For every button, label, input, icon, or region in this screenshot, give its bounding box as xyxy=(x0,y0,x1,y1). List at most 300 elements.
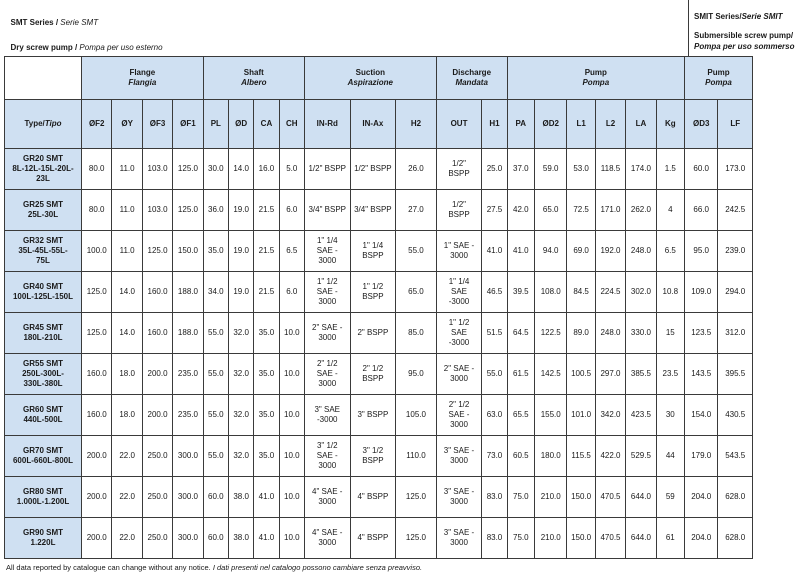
model-cell xyxy=(5,313,82,354)
value-line: 174.0 xyxy=(630,164,651,173)
value-line: 123.5 xyxy=(691,328,712,337)
value-cell xyxy=(82,190,112,231)
value-line: 65.0 xyxy=(408,287,424,296)
value-line: 155.0 xyxy=(540,410,561,419)
value-cell xyxy=(595,272,625,313)
value-cell xyxy=(482,354,507,395)
value-cell xyxy=(254,313,279,354)
value-line: 105.0 xyxy=(405,410,426,419)
series-title: SMT Series / Serie SMT xyxy=(10,18,99,27)
value-cell xyxy=(436,231,482,272)
value-cell xyxy=(254,518,279,559)
value-line: 210.0 xyxy=(540,533,561,542)
value-cell xyxy=(350,149,396,190)
value-line: 21.5 xyxy=(258,287,275,296)
value-line: 109.0 xyxy=(691,287,712,296)
value-line: 1/2" xyxy=(452,159,466,168)
value-line: 3000 xyxy=(318,297,337,306)
value-line: 72.5 xyxy=(573,205,589,214)
value-cell xyxy=(173,272,203,313)
value-cell xyxy=(626,395,656,436)
value-line: -3000 xyxy=(317,415,338,424)
value-cell xyxy=(228,231,253,272)
value-cell xyxy=(595,149,625,190)
value-cell xyxy=(482,395,507,436)
group-flange: Flange Flangia xyxy=(82,57,204,100)
value-line: 302.0 xyxy=(630,287,651,296)
value-cell xyxy=(436,354,482,395)
value-cell xyxy=(350,477,396,518)
value-line: 470.5 xyxy=(600,492,621,501)
value-line: BSPP xyxy=(362,292,384,301)
value-line: 644.0 xyxy=(630,492,651,501)
spec-table xyxy=(4,0,753,559)
value-line: 150.0 xyxy=(571,492,592,501)
table-row xyxy=(5,518,753,559)
column-header: ØF3 xyxy=(142,100,172,149)
value-cell xyxy=(254,231,279,272)
value-cell xyxy=(595,436,625,477)
value-cell xyxy=(436,149,482,190)
value-line: 22.0 xyxy=(119,533,135,542)
model-cell xyxy=(5,354,82,395)
value-line: SAE xyxy=(451,328,468,337)
value-line: 27.5 xyxy=(486,205,503,214)
value-line: 64.5 xyxy=(513,328,529,337)
value-cell xyxy=(254,477,279,518)
value-line: 1" 1/2 xyxy=(448,318,470,327)
value-cell xyxy=(82,272,112,313)
value-line: 19.0 xyxy=(233,287,249,296)
column-header: LF xyxy=(718,100,753,149)
value-line: 628.0 xyxy=(725,492,746,501)
value-line: 3000 xyxy=(450,538,468,547)
value-line: 125.0 xyxy=(177,164,198,173)
value-cell xyxy=(350,272,396,313)
column-header: IN-Rd xyxy=(304,100,350,149)
value-line: 200.0 xyxy=(147,369,168,378)
value-cell xyxy=(203,272,228,313)
value-cell xyxy=(173,395,203,436)
value-line: 3" SAE - xyxy=(443,446,475,455)
value-line: 95.0 xyxy=(408,369,424,378)
value-line: 25.0 xyxy=(486,164,503,173)
value-line: 14.0 xyxy=(119,328,135,337)
value-line: 75.0 xyxy=(513,533,529,542)
value-cell xyxy=(567,436,595,477)
value-line: 110.0 xyxy=(406,451,426,460)
value-cell xyxy=(173,518,203,559)
value-cell xyxy=(173,231,203,272)
value-line: 14.0 xyxy=(119,287,135,296)
model-line: GR90 SMT xyxy=(23,528,64,537)
value-line: 188.0 xyxy=(177,287,198,296)
value-cell xyxy=(396,313,437,354)
value-line: 200.0 xyxy=(86,533,107,542)
value-cell xyxy=(595,518,625,559)
model-line: GR25 SMT xyxy=(23,200,64,209)
value-line: 395.5 xyxy=(725,369,746,378)
value-cell xyxy=(718,272,753,313)
value-cell xyxy=(482,436,507,477)
value-line: 22.0 xyxy=(119,451,135,460)
value-line: 125.0 xyxy=(86,287,107,296)
value-line: 35.0 xyxy=(258,451,275,460)
value-line: 125.0 xyxy=(86,328,107,337)
intro-header xyxy=(5,0,753,57)
value-line: SAE - xyxy=(448,410,470,419)
value-cell xyxy=(535,149,567,190)
value-cell xyxy=(173,436,203,477)
value-line: 15 xyxy=(665,328,675,337)
value-line: 65.0 xyxy=(542,205,559,214)
value-line: 10.8 xyxy=(662,287,679,296)
value-line: 14.0 xyxy=(233,164,249,173)
value-cell xyxy=(279,477,304,518)
value-cell xyxy=(304,231,350,272)
value-line: 103.0 xyxy=(147,205,168,214)
column-header: Kg xyxy=(656,100,684,149)
value-cell xyxy=(350,190,396,231)
value-line: 16.0 xyxy=(258,164,275,173)
table-row xyxy=(5,436,753,477)
value-line: 30.0 xyxy=(208,164,224,173)
value-line: 3" SAE - xyxy=(443,487,475,496)
value-line: 101.0 xyxy=(571,410,592,419)
value-cell xyxy=(684,313,717,354)
value-line: 83.0 xyxy=(486,533,503,542)
value-line: 55.0 xyxy=(486,369,503,378)
value-cell xyxy=(304,395,350,436)
value-line: 18.0 xyxy=(119,369,135,378)
value-cell xyxy=(436,190,482,231)
value-cell xyxy=(396,436,437,477)
value-cell xyxy=(228,395,253,436)
value-cell xyxy=(718,231,753,272)
value-line: 23.5 xyxy=(662,369,679,378)
value-line: 75.0 xyxy=(513,492,529,501)
value-line: 5.0 xyxy=(286,164,298,173)
value-line: 41.0 xyxy=(258,492,275,501)
value-cell xyxy=(482,313,507,354)
value-line: 300.0 xyxy=(177,492,198,501)
table-row xyxy=(5,313,753,354)
value-line: 21.5 xyxy=(258,246,275,255)
value-cell xyxy=(396,477,437,518)
spec-page xyxy=(4,0,795,559)
value-cell xyxy=(626,149,656,190)
value-line: 66.0 xyxy=(693,205,709,214)
value-cell xyxy=(396,518,437,559)
model-line: GR60 SMT xyxy=(23,405,64,414)
value-cell xyxy=(567,518,595,559)
value-line: 30 xyxy=(665,410,675,419)
value-cell xyxy=(626,272,656,313)
value-cell xyxy=(535,477,567,518)
value-cell xyxy=(228,149,253,190)
value-cell xyxy=(82,149,112,190)
value-line: 10.0 xyxy=(284,492,300,501)
model-line: 75L xyxy=(36,256,50,265)
column-header: ØY xyxy=(112,100,142,149)
value-line: 4" BSPP xyxy=(357,492,389,501)
value-line: 300.0 xyxy=(177,451,198,460)
group-pump: Pump Pompa xyxy=(507,57,684,100)
value-line: 142.5 xyxy=(540,369,561,378)
value-line: 69.0 xyxy=(573,246,589,255)
value-cell xyxy=(112,190,142,231)
value-line: 83.0 xyxy=(486,492,503,501)
value-cell xyxy=(436,272,482,313)
value-cell xyxy=(142,518,172,559)
value-line: 36.0 xyxy=(208,205,224,214)
value-cell xyxy=(507,190,534,231)
value-line: 2" 1/2 xyxy=(448,400,470,409)
value-line: 4" BSPP xyxy=(357,533,389,542)
value-line: 6.5 xyxy=(286,246,298,255)
value-cell xyxy=(626,190,656,231)
value-cell xyxy=(656,272,684,313)
value-cell xyxy=(535,272,567,313)
value-cell xyxy=(507,149,534,190)
value-line: 55.0 xyxy=(208,410,224,419)
value-cell xyxy=(626,313,656,354)
value-line: 3000 xyxy=(318,333,337,342)
value-line: 6.0 xyxy=(286,287,298,296)
value-line: 38.0 xyxy=(233,492,249,501)
value-cell xyxy=(228,436,253,477)
value-cell xyxy=(396,149,437,190)
column-header: ØD2 xyxy=(535,100,567,149)
value-line: 125.0 xyxy=(405,533,426,542)
value-cell xyxy=(595,190,625,231)
value-cell xyxy=(396,272,437,313)
model-line: GR55 SMT xyxy=(23,359,64,368)
value-line: 143.5 xyxy=(691,369,712,378)
value-line: 1.5 xyxy=(664,164,676,173)
value-cell xyxy=(626,436,656,477)
model-line: 23L xyxy=(36,174,50,183)
column-header-row xyxy=(5,100,753,149)
value-line: 118.5 xyxy=(600,164,621,173)
value-line: 200.0 xyxy=(147,410,168,419)
model-cell xyxy=(5,190,82,231)
value-line: 61.5 xyxy=(513,369,529,378)
value-line: -3000 xyxy=(448,338,470,347)
value-line: 11.0 xyxy=(119,164,135,173)
value-cell xyxy=(203,149,228,190)
value-line: 34.0 xyxy=(208,287,224,296)
value-cell xyxy=(482,518,507,559)
value-line: 294.0 xyxy=(725,287,746,296)
value-cell xyxy=(684,354,717,395)
value-cell xyxy=(173,149,203,190)
group-empty xyxy=(5,57,82,100)
value-line: 422.0 xyxy=(600,451,621,460)
value-cell xyxy=(482,190,507,231)
value-cell xyxy=(279,272,304,313)
model-cell xyxy=(5,231,82,272)
value-cell xyxy=(396,190,437,231)
value-line: 180.0 xyxy=(540,451,561,460)
value-line: 2" BSPP xyxy=(357,328,389,337)
group-header-row xyxy=(5,57,753,100)
model-line: 25L-30L xyxy=(27,210,59,219)
model-line: 1.000L-1.200L xyxy=(16,497,70,506)
model-cell xyxy=(5,395,82,436)
value-line: BSPP xyxy=(448,169,470,178)
smit-header xyxy=(688,0,799,56)
value-line: 94.0 xyxy=(542,246,559,255)
value-line: 59.0 xyxy=(542,164,559,173)
value-line: 3000 xyxy=(450,420,468,429)
value-line: 41.0 xyxy=(486,246,503,255)
value-line: 3000 xyxy=(318,538,337,547)
model-line: 1.220L xyxy=(30,538,56,547)
value-line: 385.5 xyxy=(630,369,651,378)
value-line: BSPP xyxy=(362,374,384,383)
model-line: GR80 SMT xyxy=(23,487,64,496)
value-cell xyxy=(203,395,228,436)
column-header: PL xyxy=(203,100,228,149)
value-cell xyxy=(142,354,172,395)
value-cell xyxy=(82,313,112,354)
value-cell xyxy=(507,518,534,559)
value-line: 55.0 xyxy=(208,328,224,337)
value-cell xyxy=(304,354,350,395)
value-cell xyxy=(535,436,567,477)
value-line: 3000 xyxy=(450,497,468,506)
value-cell xyxy=(535,231,567,272)
value-line: 11.0 xyxy=(119,246,135,255)
value-line: 3000 xyxy=(450,251,468,260)
value-cell xyxy=(535,313,567,354)
value-line: 21.5 xyxy=(258,205,275,214)
value-line: 108.0 xyxy=(540,287,561,296)
value-line: 103.0 xyxy=(147,164,168,173)
value-line: 204.0 xyxy=(691,492,712,501)
value-cell xyxy=(142,395,172,436)
table-row xyxy=(5,149,753,190)
value-line: 80.0 xyxy=(88,205,105,214)
value-line: 63.0 xyxy=(486,410,503,419)
value-line: 2" SAE - xyxy=(312,323,343,332)
column-header: CA xyxy=(254,100,279,149)
value-line: 1" SAE - xyxy=(443,241,475,250)
value-line: 125.0 xyxy=(147,246,168,255)
value-line: 1" 1/4 xyxy=(362,241,384,250)
value-line: 239.0 xyxy=(725,246,746,255)
value-line: 3000 xyxy=(318,256,337,265)
smit-subtitle: Submersible screw pump/ Pompa per uso sommerso xyxy=(694,31,795,51)
value-line: 4" SAE - xyxy=(312,528,343,537)
value-cell xyxy=(350,395,396,436)
model-line: 440L-500L xyxy=(23,415,63,424)
series-subtitle: Dry screw pump / Pompa per uso esterno xyxy=(10,43,163,52)
value-cell xyxy=(142,190,172,231)
value-line: 188.0 xyxy=(177,328,198,337)
value-cell xyxy=(82,436,112,477)
value-line: BSPP xyxy=(448,210,470,219)
value-cell xyxy=(684,395,717,436)
value-cell xyxy=(684,190,717,231)
value-line: 125.0 xyxy=(177,205,198,214)
value-line: 644.0 xyxy=(630,533,651,542)
value-cell xyxy=(82,518,112,559)
value-line: 1/2" xyxy=(452,200,466,209)
value-line: 204.0 xyxy=(691,533,712,542)
value-cell xyxy=(718,190,753,231)
value-line: 200.0 xyxy=(86,451,107,460)
value-line: 2" 1/2 xyxy=(316,359,338,368)
value-cell xyxy=(112,313,142,354)
value-line: SAE - xyxy=(316,246,338,255)
value-cell xyxy=(142,477,172,518)
value-line: 3" 1/2 xyxy=(316,441,338,450)
value-cell xyxy=(567,477,595,518)
column-header: ØF2 xyxy=(82,100,112,149)
value-line: 173.0 xyxy=(725,164,746,173)
value-line: 342.0 xyxy=(600,410,621,419)
value-cell xyxy=(507,313,534,354)
value-cell xyxy=(228,477,253,518)
column-header: L1 xyxy=(567,100,595,149)
value-cell xyxy=(350,231,396,272)
value-line: 250.0 xyxy=(147,533,168,542)
value-line: 3000 xyxy=(450,374,468,383)
value-cell xyxy=(112,436,142,477)
value-line: 95.0 xyxy=(693,246,709,255)
value-line: 80.0 xyxy=(88,164,105,173)
value-cell xyxy=(535,190,567,231)
value-cell xyxy=(595,477,625,518)
model-line: 330L-380L xyxy=(23,379,63,388)
value-cell xyxy=(718,354,753,395)
value-line: 115.5 xyxy=(571,451,591,460)
value-line: 2" SAE - xyxy=(443,364,475,373)
value-line: 35.0 xyxy=(208,246,224,255)
value-cell xyxy=(279,518,304,559)
value-cell xyxy=(304,477,350,518)
column-header: H2 xyxy=(396,100,437,149)
value-cell xyxy=(142,149,172,190)
value-cell xyxy=(656,477,684,518)
value-cell xyxy=(656,395,684,436)
value-line: 35.0 xyxy=(258,328,275,337)
value-line: 628.0 xyxy=(725,533,746,542)
value-line: 55.0 xyxy=(408,246,424,255)
value-cell xyxy=(535,354,567,395)
value-cell xyxy=(228,272,253,313)
value-cell xyxy=(535,518,567,559)
value-cell xyxy=(82,231,112,272)
value-line: 89.0 xyxy=(573,328,589,337)
value-cell xyxy=(254,395,279,436)
value-cell xyxy=(112,354,142,395)
value-line: 160.0 xyxy=(86,369,107,378)
value-line: 55.0 xyxy=(208,451,224,460)
value-cell xyxy=(626,354,656,395)
value-line: 84.5 xyxy=(573,287,589,296)
value-cell xyxy=(684,231,717,272)
value-cell xyxy=(228,354,253,395)
model-cell xyxy=(5,477,82,518)
model-line: 35L-45L-55L- xyxy=(18,246,68,255)
value-cell xyxy=(396,354,437,395)
column-header: LA xyxy=(626,100,656,149)
value-cell xyxy=(396,231,437,272)
value-line: 250.0 xyxy=(147,492,168,501)
